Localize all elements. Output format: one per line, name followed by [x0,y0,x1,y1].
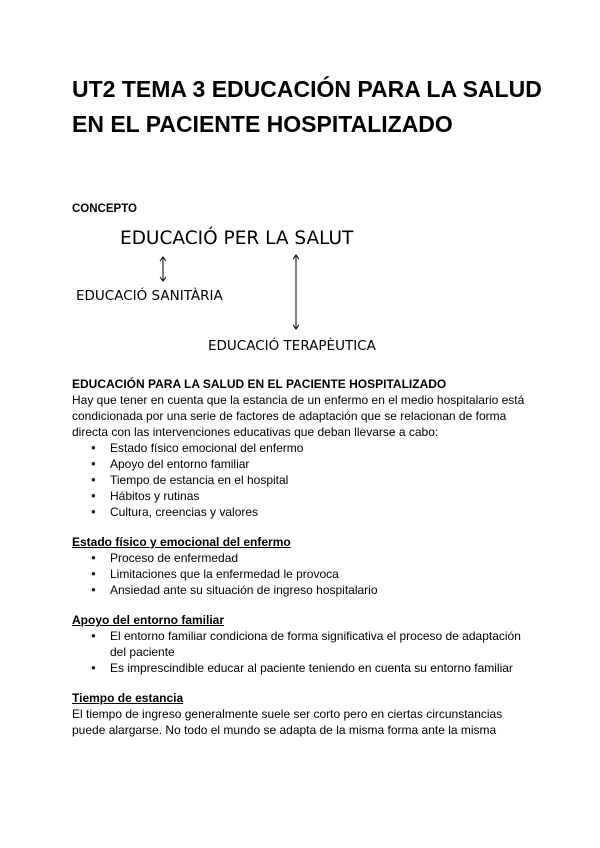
diagram-right-label: EDUCACIÓ TERAPÈUTICA [208,338,376,354]
document-body [72,376,534,738]
diagram-main-label: EDUCACIÓ PER LA SALUT [120,228,354,249]
double-arrow-long-icon [290,254,302,330]
page-title: UT2 TEMA 3 EDUCACIÓN PARA LA SALUD EN EL PACIENTE HOSPITALIZADO [72,76,542,137]
list-item: ● Estado físico emocional del enfermo [110,440,534,456]
factors-list [72,440,534,520]
tiempo-paragraph: El tiempo de ingreso generalmente suele ser corto pero en ciertas circunstancias puede alargarse. No todo el mundo se adapta de la misma forma ante la misma [72,707,503,737]
list-item: ● Es imprescindible educar al paciente teniendo en cuenta su entorno familiar [110,660,534,676]
section-heading-apoyo: Apoyo del entorno familiar [72,613,225,627]
list-item: ● Apoyo del entorno familiar [110,456,534,472]
section-heading-tiempo: Tiempo de estancia [72,691,184,705]
intro-paragraph: Hay que tener en cuenta que la estancia de un enfermo en el medio hospitalario está condicionada por una serie de factores de adaptación que se relacionan de forma directa con las intervenciones educativas que deban llevarse a cabo: [72,393,525,439]
concept-label: CONCEPTO [72,203,137,215]
list-item: ● Proceso de enfermedad [110,550,534,566]
list-item: ● Limitaciones que la enfermedad le provoca [110,566,534,582]
estado-list [72,550,534,598]
double-arrow-short-icon [157,256,169,282]
list-item: ● El entorno familiar condiciona de forma significativa el proceso de adaptación del paciente [110,628,534,660]
diagram-left-label: EDUCACIÓ SANITÀRIA [76,288,223,304]
list-item: ● Cultura, creencias y valores [110,504,534,520]
section-heading-estado: Estado físico y emocional del enfermo [72,535,291,549]
apoyo-list [72,628,534,676]
section-heading-intro: EDUCACIÓN PARA LA SALUD EN EL PACIENTE HOSPITALIZADO [72,377,447,391]
list-item: ● Ansiedad ante su situación de ingreso hospitalario [110,582,534,598]
list-item: ● Tiempo de estancia en el hospital [110,472,534,488]
list-item: ● Hábitos y rutinas [110,488,534,504]
